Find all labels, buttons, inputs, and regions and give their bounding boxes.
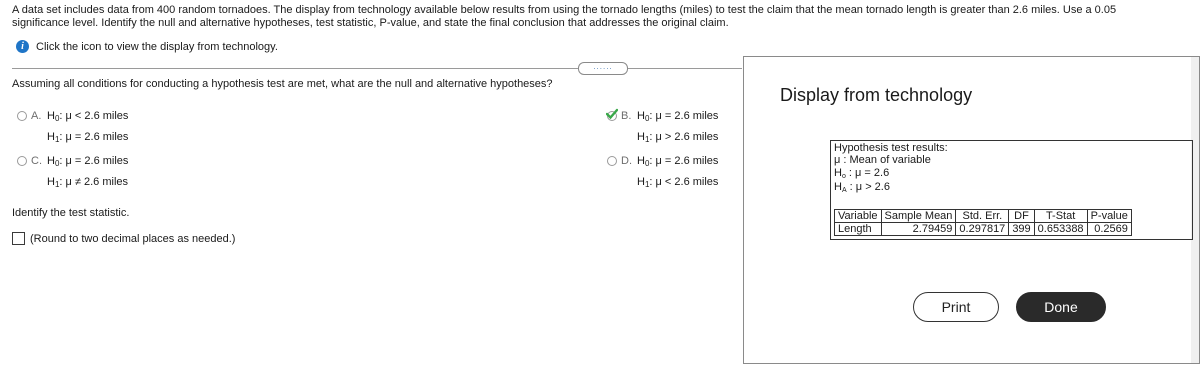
identify-prompt: Identify the test statistic. [12, 207, 130, 219]
col-header: Variable [835, 210, 882, 223]
mu-definition: μ : Mean of variable [834, 154, 931, 166]
option-b-selected[interactable] [607, 110, 619, 122]
option-c-radio[interactable] [17, 156, 27, 166]
col-header: DF [1009, 210, 1034, 223]
option-b-letter: B. [621, 110, 632, 122]
col-header: Sample Mean [881, 210, 956, 223]
expand-button[interactable]: ...... [578, 62, 628, 75]
results-header-row [835, 210, 1132, 223]
option-c-letter: C. [31, 155, 42, 167]
option-c-hypotheses: $H_0$: μ = 2.6 miles $H_1$: μ ≠ 2.6 miles [47, 155, 129, 189]
col-header: T-Stat [1034, 210, 1087, 223]
option-d-hypotheses: $H_0$: μ = 2.6 miles $H_1$: μ < 2.6 miles [637, 155, 719, 189]
option-b[interactable] [607, 110, 718, 149]
null-hypothesis-line: $H_o$ : μ = 2.6 [834, 167, 890, 180]
col-header: P-value [1087, 210, 1131, 223]
col-header: Std. Err. [956, 210, 1009, 223]
option-a[interactable] [17, 110, 128, 149]
alt-hypothesis-line: $H_A$ : μ > 2.6 [834, 181, 890, 194]
option-d[interactable] [607, 155, 718, 194]
divider [12, 68, 742, 69]
option-a-hypotheses: $H_0$: μ < 2.6 miles $H_1$: μ = 2.6 miles [47, 110, 129, 144]
option-a-letter: A. [31, 110, 42, 122]
option-b-hypotheses: $H_0$: μ = 2.6 miles $H_1$: μ > 2.6 miles [637, 110, 719, 144]
intro-line-1: A data set includes data from 400 random tornadoes. The display from technology available below results from using the tornado lengths (miles) to test the claim that the mean tornado length is greater than 2.6 miles. Use a 0.05 [12, 4, 1117, 16]
round-hint: (Round to two decimal places as needed.) [30, 232, 236, 245]
results-heading: Hypothesis test results: [834, 142, 948, 154]
technology-output [830, 140, 1193, 240]
option-a-radio[interactable] [17, 111, 27, 121]
cell-p-value: 0.2569 [1087, 223, 1131, 236]
question-text: Assuming all conditions for conducting a hypothesis test are met, what are the null and alternative hypotheses? [12, 78, 553, 90]
cell-sample-mean: 2.79459 [881, 223, 956, 236]
intro-text [12, 4, 1192, 30]
intro-line-2: significance level. Identify the null and alternative hypotheses, test statistic, P-value, and state the final conclusion that addresses the original claim. [12, 17, 729, 29]
info-icon[interactable]: i [16, 40, 29, 53]
panel-title: Display from technology [780, 85, 973, 105]
table-row [835, 223, 1132, 236]
print-button[interactable]: Print [913, 292, 999, 322]
technology-display-panel [743, 56, 1200, 364]
cell-variable: Length [835, 223, 882, 236]
info-text: Click the icon to view the display from technology. [36, 40, 278, 53]
cell-df: 399 [1009, 223, 1034, 236]
checkmark-icon [606, 108, 618, 120]
option-d-radio[interactable] [607, 156, 617, 166]
done-button[interactable]: Done [1016, 292, 1106, 322]
cell-t-stat: 0.653388 [1034, 223, 1087, 236]
cell-std-err: 0.297817 [956, 223, 1009, 236]
option-c[interactable] [17, 155, 128, 194]
option-d-letter: D. [621, 155, 632, 167]
results-table [834, 209, 1132, 236]
answer-row [12, 232, 235, 245]
test-statistic-input[interactable] [12, 232, 25, 245]
info-row [16, 40, 278, 53]
